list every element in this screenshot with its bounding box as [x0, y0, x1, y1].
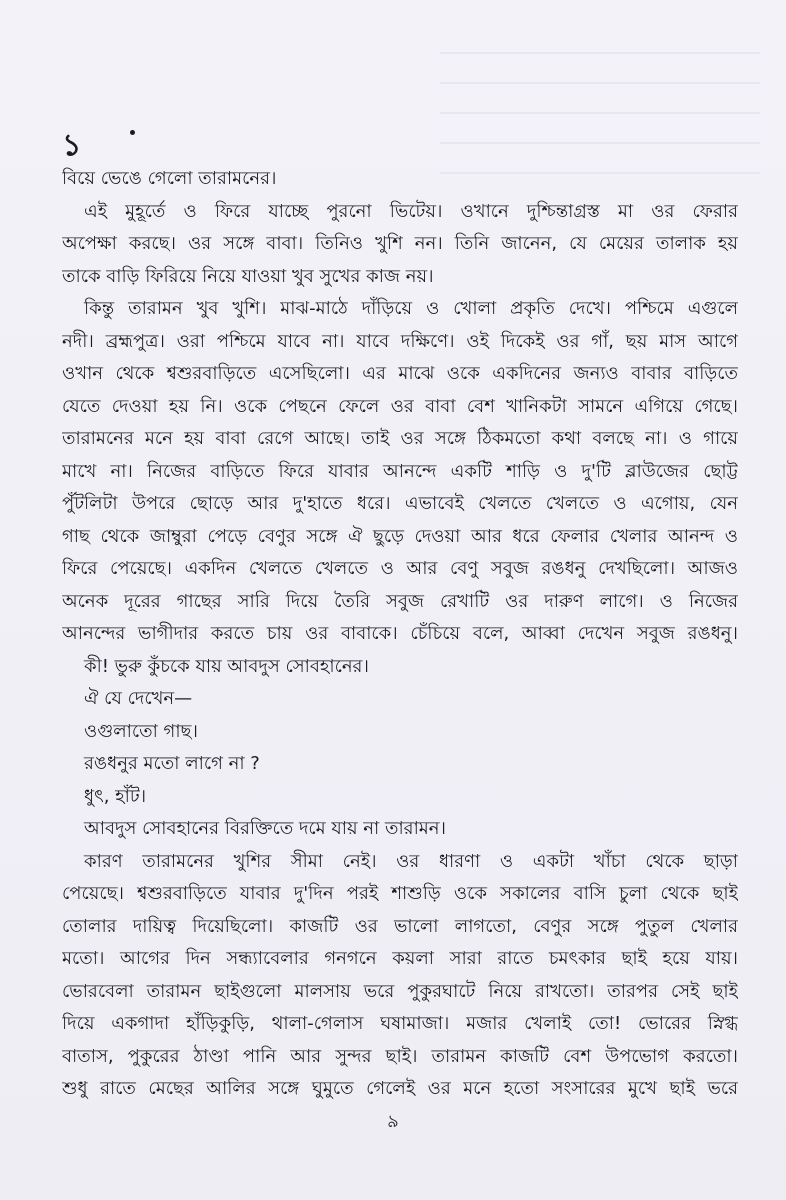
- text-line: অনেক দূরের গাছের সারি দিয়ে তৈরি সবুজ রেখাটি ওর দারুণ লাগে। ও নিজের: [62, 590, 738, 612]
- chapter-number: ১: [62, 128, 82, 163]
- text-line: দিয়ে একগাদা হাঁড়িকুড়ি, থালা-গেলাস ঘষামাজা। মজার খেলাই তো! ভোরের স্নিগ্ধ: [62, 1013, 738, 1034]
- text-line: ভোরবেলা তারামন ছাইগুলো মালসায় ভরে পুকুরঘাটে নিয়ে রাখতো। তারপর সেই ছাই: [62, 980, 738, 1002]
- text-line: মাখে না। নিজের বাড়িতে ফিরে যাবার আনন্দে একটি শাড়ি ও দু'টি ব্লাউজের ছোট্ট: [62, 460, 738, 482]
- text-line: বিয়ে ভেঙে গেলো তারামনের।: [62, 168, 277, 189]
- text-line: ওগুলাতো গাছ।: [84, 720, 198, 742]
- text-line: তারামনের মনে হয় বাবা রেগে আছে। তাই ওর সঙ্গে ঠিকমতো কথা বলছে না। ও গায়ে: [62, 428, 738, 449]
- text-line: শুধু রাতে মেছের আলির সঙ্গে ঘুমুতে গেলেই ওর মনে হতো সংসারের মুখে ছাই ভরে: [62, 1078, 738, 1099]
- text-line: কী! ভুরু কুঁচকে যায় আবদুস সোবহানের।: [84, 655, 369, 677]
- page-number: ৯: [387, 1111, 399, 1132]
- text-line: ওখান থেকে শ্বশুরবাড়িতে এসেছিলো। এর মাঝে ওকে একদিনের জন্যও বাবার বাড়িতে: [62, 363, 738, 384]
- chapter-dot-mark: [130, 130, 135, 135]
- text-line: যেতে দেওয়া হয় নি। ওকে পেছনে ফেলে ওর বাবা বেশ খানিকটা সামনে এগিয়ে গেছে।: [62, 395, 738, 417]
- text-line: ফিরে পেয়েছে। একদিন খেলতে খেলতে ও আর বেণু সবুজ রঙধনু দেখছিলো। আজও: [62, 558, 738, 579]
- text-line: নদী। ব্রহ্মপুত্র। ওরা পশ্চিমে যাবে না। যাবে দক্ষিণে। ওই দিকেই ওর গাঁ, ছয় মাস আগে: [62, 330, 738, 352]
- text-line: এই মুহূর্তে ও ফিরে যাচ্ছে পুরনো ভিটেয়। ওখানে দুশ্চিন্তাগ্রস্ত মা ওর ফেরার: [84, 200, 738, 222]
- text-line: অপেক্ষা করছে। ওর সঙ্গে বাবা। তিনিও খুশি নন। তিনি জানেন, যে মেয়ের তালাক হয়: [62, 233, 738, 254]
- text-line: আবদুস সোবহানের বিরক্তিতে দমে যায় না তারামন।: [84, 818, 446, 839]
- text-line: তাকে বাড়ি ফিরিয়ে নিয়ে যাওয়া খুব সুখের কাজ নয়।: [62, 265, 434, 287]
- text-line: তোলার দায়িত্ব দিয়েছিলো। কাজটি ওর ভালো লাগতো, বেণুর সঙ্গে পুতুল খেলার: [62, 915, 738, 937]
- text-line: ঐ যে দেখেন—: [84, 688, 193, 709]
- text-line: গাছ থেকে জাম্বুরা পেড়ে বেণুর সঙ্গে ঐ ছুড়ে দেওয়া আর ধরে ফেলার খেলার আনন্দ ও: [62, 525, 738, 547]
- text-line: মতো। আগের দিন সন্ধ্যাবেলার গনগনে কয়লা সারা রাতে চমৎকার ছাই হয়ে যায়।: [62, 948, 738, 969]
- text-line: বাতাস, পুকুরের ঠাণ্ডা পানি আর সুন্দর ছাই। তারামন কাজটি বেশ উপভোগ করতো।: [62, 1045, 738, 1067]
- text-line: কারণ তারামনের খুশির সীমা নেই। ওর ধারণা ও একটা খাঁচা থেকে ছাড়া: [84, 850, 738, 872]
- text-line: পুঁটলিটা উপরে ছোড়ে আর দু'হাতে ধরে। এভাবেই খেলতে খেলতে ও এগোয়, যেন: [62, 493, 738, 514]
- text-line: ধুৎ, হাঁট।: [84, 785, 147, 807]
- show-through-text: [440, 30, 760, 180]
- text-line: রঙধনুর মতো লাগে না ?: [84, 753, 260, 774]
- body-text: [62, 163, 738, 1106]
- text-line: কিন্তু তারামন খুব খুশি। মাঝ-মাঠে দাঁড়িয়ে ও খোলা প্রকৃতি দেখে। পশ্চিমে এগুলে: [84, 298, 738, 319]
- text-line: আনন্দের ভাগীদার করতে চায় ওর বাবাকে। চেঁচিয়ে বলে, আব্বা দেখেন সবুজ রঙধনু।: [62, 623, 738, 644]
- text-line: পেয়েছে। শ্বশুরবাড়িতে যাবার দু'দিন পরই শাশুড়ি ওকে সকালের বাসি চুলা থেকে ছাই: [62, 883, 738, 904]
